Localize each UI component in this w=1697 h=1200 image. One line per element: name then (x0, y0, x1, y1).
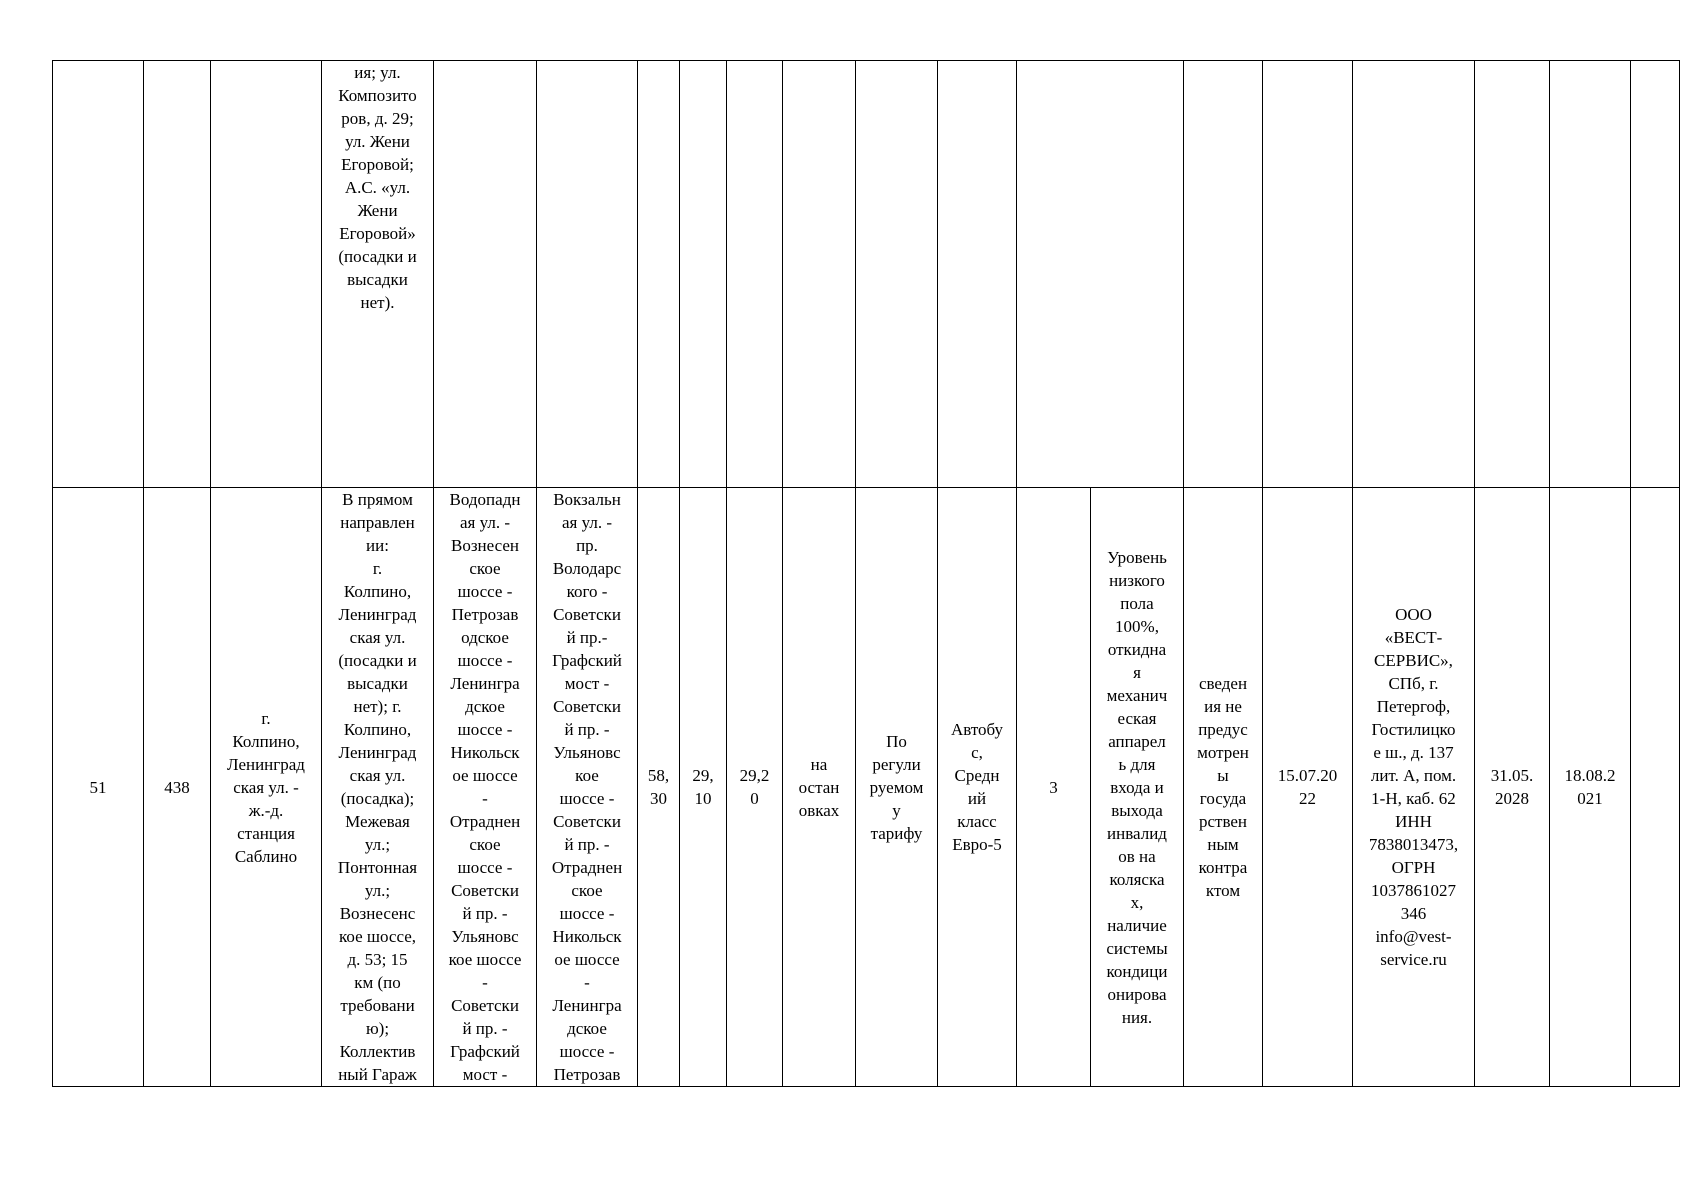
length-2-cell (680, 61, 727, 488)
start-date-cell (1263, 61, 1353, 488)
contract-info-cell (1184, 61, 1263, 488)
route-name-cell: г. Колпино, Ленинград ская ул. - ж.-д. станция Саблино (211, 488, 322, 1087)
tariff-cell: По регули руемом у тарифу (856, 488, 938, 1087)
vehicle-count-cell (1017, 61, 1091, 488)
table-row-continued (53, 61, 1680, 488)
carrier-cell: ООО «ВЕСТ- СЕРВИС», СПб, г. Петергоф, Гостилицко е ш., д. 137 лит. А, пом. 1-Н, каб. 62 ИНН 7838013473, ОГРН 1037861027 346 info@vest- service.ru (1353, 488, 1475, 1087)
length-1-cell: 58, 30 (638, 488, 680, 1087)
end-date-cell (1475, 61, 1550, 488)
length-1-cell (638, 61, 680, 488)
boarding-order-cell (783, 61, 856, 488)
route-number-cell (144, 61, 211, 488)
characteristics-cell (1091, 61, 1184, 488)
tariff-cell (856, 61, 938, 488)
boarding-order-cell: на остан овках (783, 488, 856, 1087)
table-row-route-438 (53, 488, 1680, 1087)
stops-cell: ия; ул. Композито ров, д. 29; ул. Жени Егоровой; А.С. «ул. Жени Егоровой» (посадки и высадки нет). (322, 61, 434, 488)
vehicle-cell (938, 61, 1017, 488)
vehicle-count-cell: 3 (1017, 488, 1091, 1087)
registry-date-cell: 18.08.2 021 (1550, 488, 1631, 1087)
streets-backward-cell (537, 61, 638, 488)
last-cell (1631, 61, 1680, 488)
last-cell (1631, 488, 1680, 1087)
start-date-cell: 15.07.20 22 (1263, 488, 1353, 1087)
streets-backward-cell: Вокзальн ая ул. - пр. Володарс кого - Советски й пр.- Графский мост - Советски й пр. - Ульяновс кое шоссе - Советски й пр. - Отраднен ское шоссе - Никольск ое шоссе - Ленингра дское шоссе - Петрозав (537, 488, 638, 1087)
streets-forward-cell (434, 61, 537, 488)
carrier-cell (1353, 61, 1475, 488)
seq-cell: 51 (53, 488, 144, 1087)
characteristics-cell: Уровень низкого пола 100%, откидна я механич еская аппарел ь для входа и выхода инвалид ов на коляска х, наличие системы кондици онирова ния. (1091, 488, 1184, 1087)
stops-cell: В прямом направлен ии: г. Колпино, Ленинград ская ул. (посадки и высадки нет); г. Колпино, Ленинград ская ул. (посадка); Межевая ул.; Понтонная ул.; Вознесенс кое шоссе, д. 53; 15 км (по требовани ю); Коллектив ный Гараж (322, 488, 434, 1087)
length-2-cell: 29, 10 (680, 488, 727, 1087)
end-date-cell: 31.05. 2028 (1475, 488, 1550, 1087)
seq-cell (53, 61, 144, 488)
route-registry-table (52, 60, 1680, 1087)
vehicle-cell: Автобу с, Средн ий класс Евро-5 (938, 488, 1017, 1087)
registry-date-cell (1550, 61, 1631, 488)
length-3-cell: 29,2 0 (727, 488, 783, 1087)
length-3-cell (727, 61, 783, 488)
streets-forward-cell: Водопадн ая ул. - Вознесен ское шоссе - Петрозав одское шоссе - Ленингра дское шоссе - Никольск ое шоссе - Отраднен ское шоссе - Советски й пр. - Ульяновс кое шоссе - Советски й пр. - Графский мост - (434, 488, 537, 1087)
contract-info-cell: сведен ия не предус мотрен ы госуда рствен ным контра ктом (1184, 488, 1263, 1087)
route-number-cell: 438 (144, 488, 211, 1087)
route-name-cell (211, 61, 322, 488)
